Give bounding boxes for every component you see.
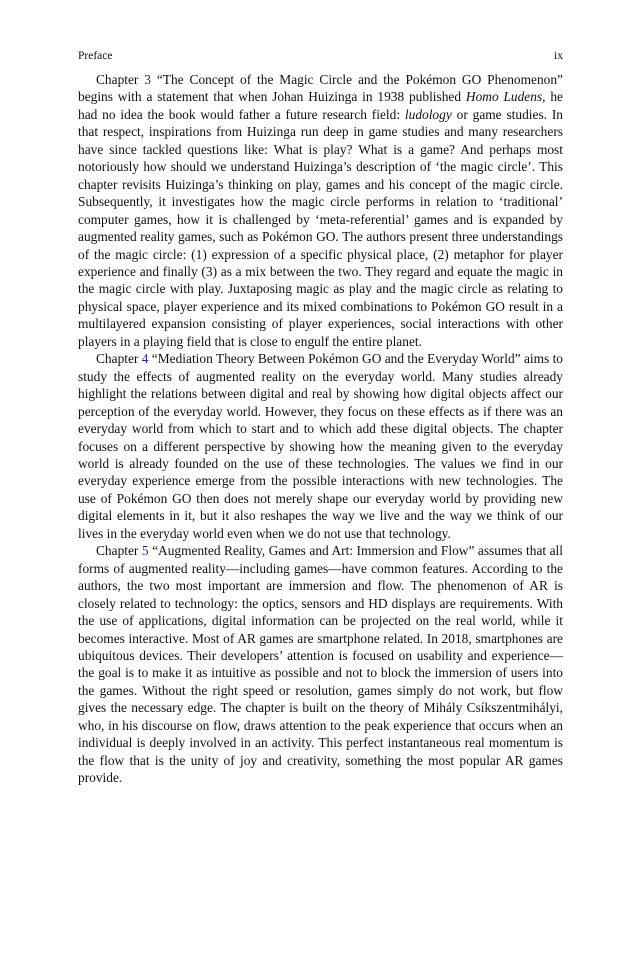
text-run: “Augmented Reality, Games and Art: Immersion and Flow” assumes that all forms of augmented reality—including games—have common features. According to the authors, the two most important are immersion and flow. The phenomenon of AR is closely related to technology: the optics, sensors and HD displays are requirements. With the use of applications, digital information can be projected on the real world, while it becomes interactive. Most of AR games are smartphone related. In 2018, smartphones are ubiquitous devices. Their developers’ attention is focused on usability and experience—the goal is to make it as intuitive as possible and not to block the immersion of users into the games. Without the right speed or resolution, games simply do not work, but flow gives the necessary edge. The chapter is built on the theory of Mihály Csíkszentmihályi, who, in his discourse on flow, draws attention to the peak experience that occurs when an individual is deeply involved in an activity. This perfect instantaneous real momentum is the flow that is the unity of joy and creativity, something the most popular AR games provide. [78, 543, 563, 786]
paragraph-body [78, 351, 563, 541]
text-run: he had no idea the book would father a future research field: [78, 89, 563, 122]
paragraph-chapter-3 [78, 71, 563, 350]
chapter-word: Chapter [96, 72, 139, 87]
chapter-word: Chapter [96, 351, 139, 367]
chapter-4-link[interactable]: 4 [141, 351, 149, 367]
chapter-3-link[interactable]: 3 [144, 72, 151, 87]
page [78, 48, 563, 787]
text-run: “Mediation Theory Between Pokémon GO and the Everyday World” aims to study the effects of augmented reality on the everyday world. Many studies already highlight the relations between digital and real by showing how digital objects affect our perception of the everyday world. However, they focus on these effects as if there was an everyday world from which to start and to which add these digital objects. The chapter focuses on a different perspective by showing how the meaning given to the everyday world is already founded on the use of these technologies. The values we find in our everyday experience emerge from the possible interactions with new technologies. The use of Pokémon GO then does not merely shape our everyday world by providing new digital elements in it, but it also reshapes the way we live and the way we think of our lives in the everyday world even when we do not use that technology. [78, 351, 564, 541]
paragraph-chapter-5 [78, 542, 563, 786]
running-head [78, 48, 563, 64]
italic-text: Homo Ludens, [465, 89, 546, 105]
chapter-word: Chapter [96, 543, 139, 559]
paragraph-body [78, 543, 563, 785]
running-head-section: Preface [78, 50, 113, 62]
text-run: “The Concept of the Magic Circle and the Pokémon GO Phenomenon” begins with a statement that when Johan Huizinga in 1938 published [78, 72, 563, 105]
italic-text: ludology [404, 106, 452, 122]
page-number: ix [554, 50, 563, 62]
paragraph-chapter-4 [78, 350, 563, 542]
chapter-5-link[interactable]: 5 [141, 543, 149, 559]
text-run: or game studies. In that respect, inspirations from Huizinga run deep in game studies and many researchers have since tackled questions like: What is play? What is a game? And perhaps most notoriously how should we understand Huizinga’s description of ‘the magic circle’. This chapter revisits Huizinga’s thinking on play, games and his concept of the magic circle. Subsequently, it investigates how the magic circle performs in relation to ‘traditional’ computer games, how it is challenged by ‘meta-referential’ games and is expanded by augmented reality games, such as Pokémon GO. The authors present three understandings of the magic circle: (1) expression of a specific physical place, (2) metaphor for player experience and finally (3) as a mix between the two. They regard and equate the magic in the magic circle with play. Juxtaposing magic as play and the magic circle as relating to physical space, player experience and its mixed combinations to Pokémon GO result in a multilayered expansion consisting of player experiences, social interactions with other players in a playing field that is close to engulf the entire planet. [78, 106, 563, 349]
paragraph-body [78, 72, 563, 349]
